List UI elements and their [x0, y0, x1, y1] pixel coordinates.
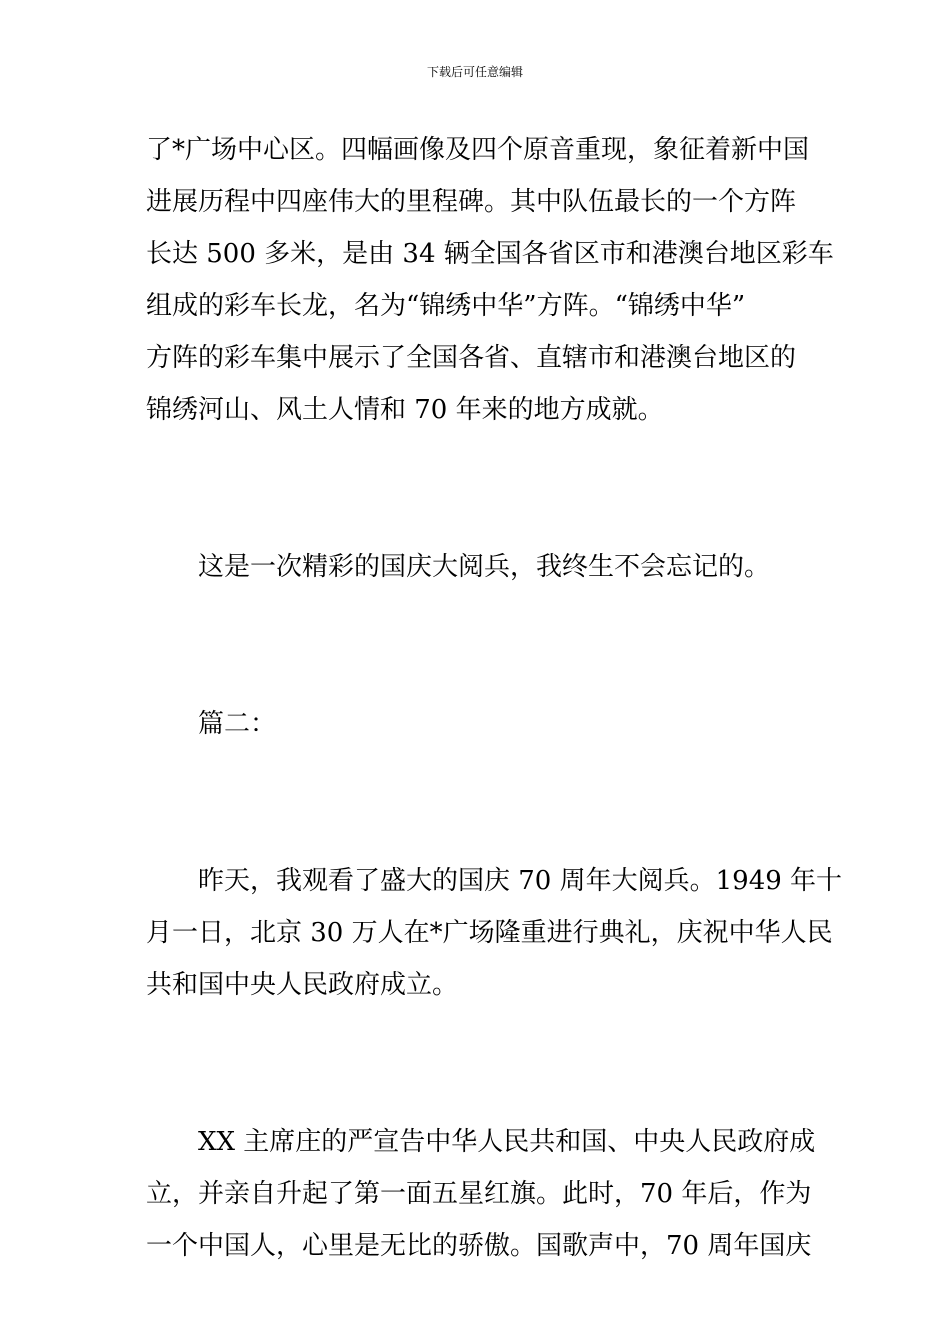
text-line: 方阵的彩车集中展示了全国各省、直辖市和港澳台地区的	[146, 343, 797, 373]
paragraph-proclamation	[146, 1116, 816, 1272]
text-line: 一个中国人，心里是无比的骄傲。国歌声中，70 周年国庆	[146, 1231, 812, 1261]
section-title: 篇二：	[198, 709, 277, 739]
text-line: 了*广场中心区。四幅画像及四个原音重现，象征着新中国	[146, 135, 810, 165]
paragraph-conclusion	[146, 541, 806, 593]
page-header: 下载后可任意编辑	[426, 65, 523, 79]
text-line: 这是一次精彩的国庆大阅兵，我终生不会忘记的。	[198, 552, 771, 582]
text-line: 进展历程中四座伟大的里程碑。其中队伍最长的一个方阵	[146, 187, 797, 217]
text-line: 长达 500 多米，是由 34 辆全国各省区市和港澳台地区彩车	[146, 239, 834, 269]
text-line: 共和国中央人民政府成立。	[146, 970, 459, 1000]
text-line: 组成的彩车长龙，名为“锦绣中华”方阵。“锦绣中华”	[146, 291, 746, 321]
section-heading	[146, 698, 806, 750]
text-line: 立，并亲自升起了第一面五星红旗。此时，70 年后，作为	[146, 1179, 812, 1209]
document-body	[146, 124, 843, 1272]
paragraph-parade-description	[146, 124, 834, 436]
paragraph-intro	[146, 855, 843, 1011]
text-line: XX 主席庄的严宣告中华人民共和国、中央人民政府成	[198, 1127, 816, 1157]
text-line: 锦绣河山、风土人情和 70 年来的地方成就。	[146, 395, 664, 425]
text-line: 昨天，我观看了盛大的国庆 70 周年大阅兵。1949 年十	[198, 866, 843, 896]
text-line: 月一日，北京 30 万人在*广场隆重进行典礼，庆祝中华人民	[146, 918, 833, 948]
